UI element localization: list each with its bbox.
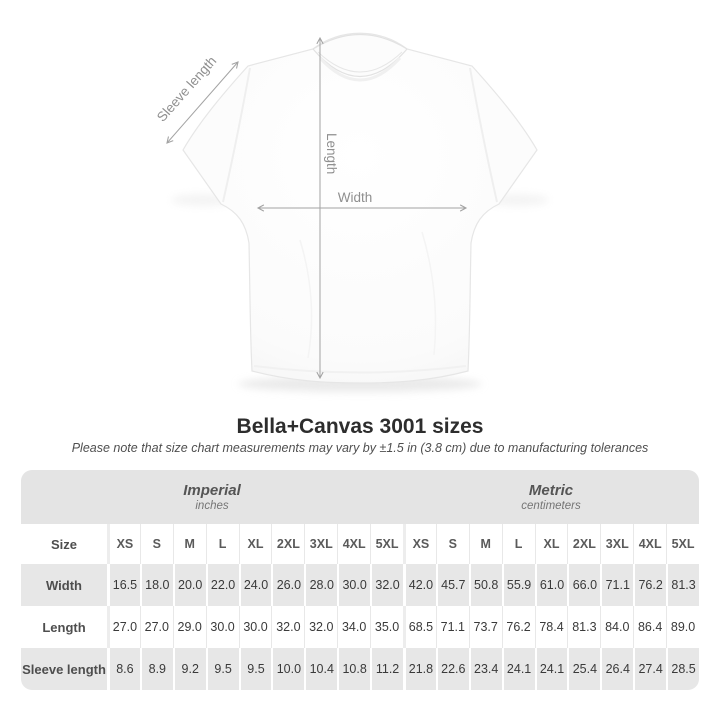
cell-imperial: 10.4 [304,648,337,690]
cell-metric: 50.8 [469,564,502,606]
sleeve-length-label: Sleeve length [153,53,220,125]
unit-group-sublabel: inches [195,500,229,512]
cell-imperial: 9.5 [206,648,239,690]
cell-imperial: 18.0 [140,564,173,606]
size-col-header-metric: S [436,524,469,564]
length-label: Length [324,133,339,175]
cell-imperial: 28.0 [304,564,337,606]
unit-group-metric [403,470,699,524]
row-label: Length [21,606,107,648]
cell-metric: 71.1 [436,606,469,648]
size-col-header-metric: 5XL [666,524,699,564]
cell-metric: 28.5 [666,648,699,690]
size-col-header-imperial: XS [107,524,140,564]
cell-metric: 27.4 [633,648,666,690]
cell-imperial: 34.0 [337,606,370,648]
cell-metric: 81.3 [666,564,699,606]
cell-metric: 55.9 [502,564,535,606]
cell-imperial: 32.0 [271,606,304,648]
cell-metric: 76.2 [502,606,535,648]
size-col-header-metric: XS [403,524,436,564]
cell-imperial: 9.5 [239,648,272,690]
size-col-header-metric: 3XL [600,524,633,564]
size-col-header-imperial: XL [239,524,272,564]
row-label: Sleeve length [21,648,107,690]
cell-imperial: 20.0 [173,564,206,606]
size-col-header-imperial: 4XL [337,524,370,564]
size-col-header-metric: M [469,524,502,564]
cell-imperial: 35.0 [370,606,403,648]
cell-metric: 25.4 [567,648,600,690]
cell-imperial: 30.0 [239,606,272,648]
cell-metric: 61.0 [535,564,568,606]
size-col-header-metric: 2XL [567,524,600,564]
size-col-header-imperial: 5XL [370,524,403,564]
cell-metric: 66.0 [567,564,600,606]
cell-imperial: 27.0 [140,606,173,648]
size-table [21,470,699,690]
cell-metric: 84.0 [600,606,633,648]
cell-metric: 22.6 [436,648,469,690]
size-col-header-imperial: 3XL [304,524,337,564]
cell-metric: 24.1 [535,648,568,690]
width-label: Width [337,190,373,205]
cell-imperial: 22.0 [206,564,239,606]
cell-imperial: 27.0 [107,606,140,648]
page-title: Bella+Canvas 3001 sizes [236,415,484,438]
cell-metric: 71.1 [600,564,633,606]
size-col-header-imperial: M [173,524,206,564]
tolerance-note: Please note that size chart measurements may vary by ±1.5 in (3.8 cm) due to manufacturing tolerances [71,441,649,455]
cell-imperial: 32.0 [304,606,337,648]
cell-imperial: 8.6 [107,648,140,690]
cell-imperial: 8.9 [140,648,173,690]
cell-imperial: 10.0 [271,648,304,690]
cell-metric: 86.4 [633,606,666,648]
cell-imperial: 10.8 [337,648,370,690]
size-header-corner: Size [21,524,107,564]
unit-group-label: Imperial [183,482,241,499]
cell-metric: 78.4 [535,606,568,648]
cell-metric: 81.3 [567,606,600,648]
size-col-header-metric: 4XL [633,524,666,564]
cell-metric: 42.0 [403,564,436,606]
cell-metric: 21.8 [403,648,436,690]
size-col-header-imperial: 2XL [271,524,304,564]
unit-group-imperial [21,470,403,524]
cell-metric: 89.0 [666,606,699,648]
cell-imperial: 11.2 [370,648,403,690]
size-col-header-metric: XL [535,524,568,564]
size-col-header-metric: L [502,524,535,564]
cell-imperial: 32.0 [370,564,403,606]
cell-metric: 24.1 [502,648,535,690]
cell-imperial: 16.5 [107,564,140,606]
cell-metric: 73.7 [469,606,502,648]
unit-group-sublabel: centimeters [521,500,581,512]
size-col-header-imperial: L [206,524,239,564]
cell-imperial: 29.0 [173,606,206,648]
cell-imperial: 30.0 [337,564,370,606]
cell-metric: 26.4 [600,648,633,690]
unit-group-label: Metric [528,482,574,499]
cell-imperial: 26.0 [271,564,304,606]
cell-metric: 76.2 [633,564,666,606]
cell-imperial: 30.0 [206,606,239,648]
cell-imperial: 24.0 [239,564,272,606]
size-col-header-imperial: S [140,524,173,564]
cell-metric: 45.7 [436,564,469,606]
cell-metric: 23.4 [469,648,502,690]
cell-imperial: 9.2 [173,648,206,690]
row-label: Width [21,564,107,606]
cell-metric: 68.5 [403,606,436,648]
